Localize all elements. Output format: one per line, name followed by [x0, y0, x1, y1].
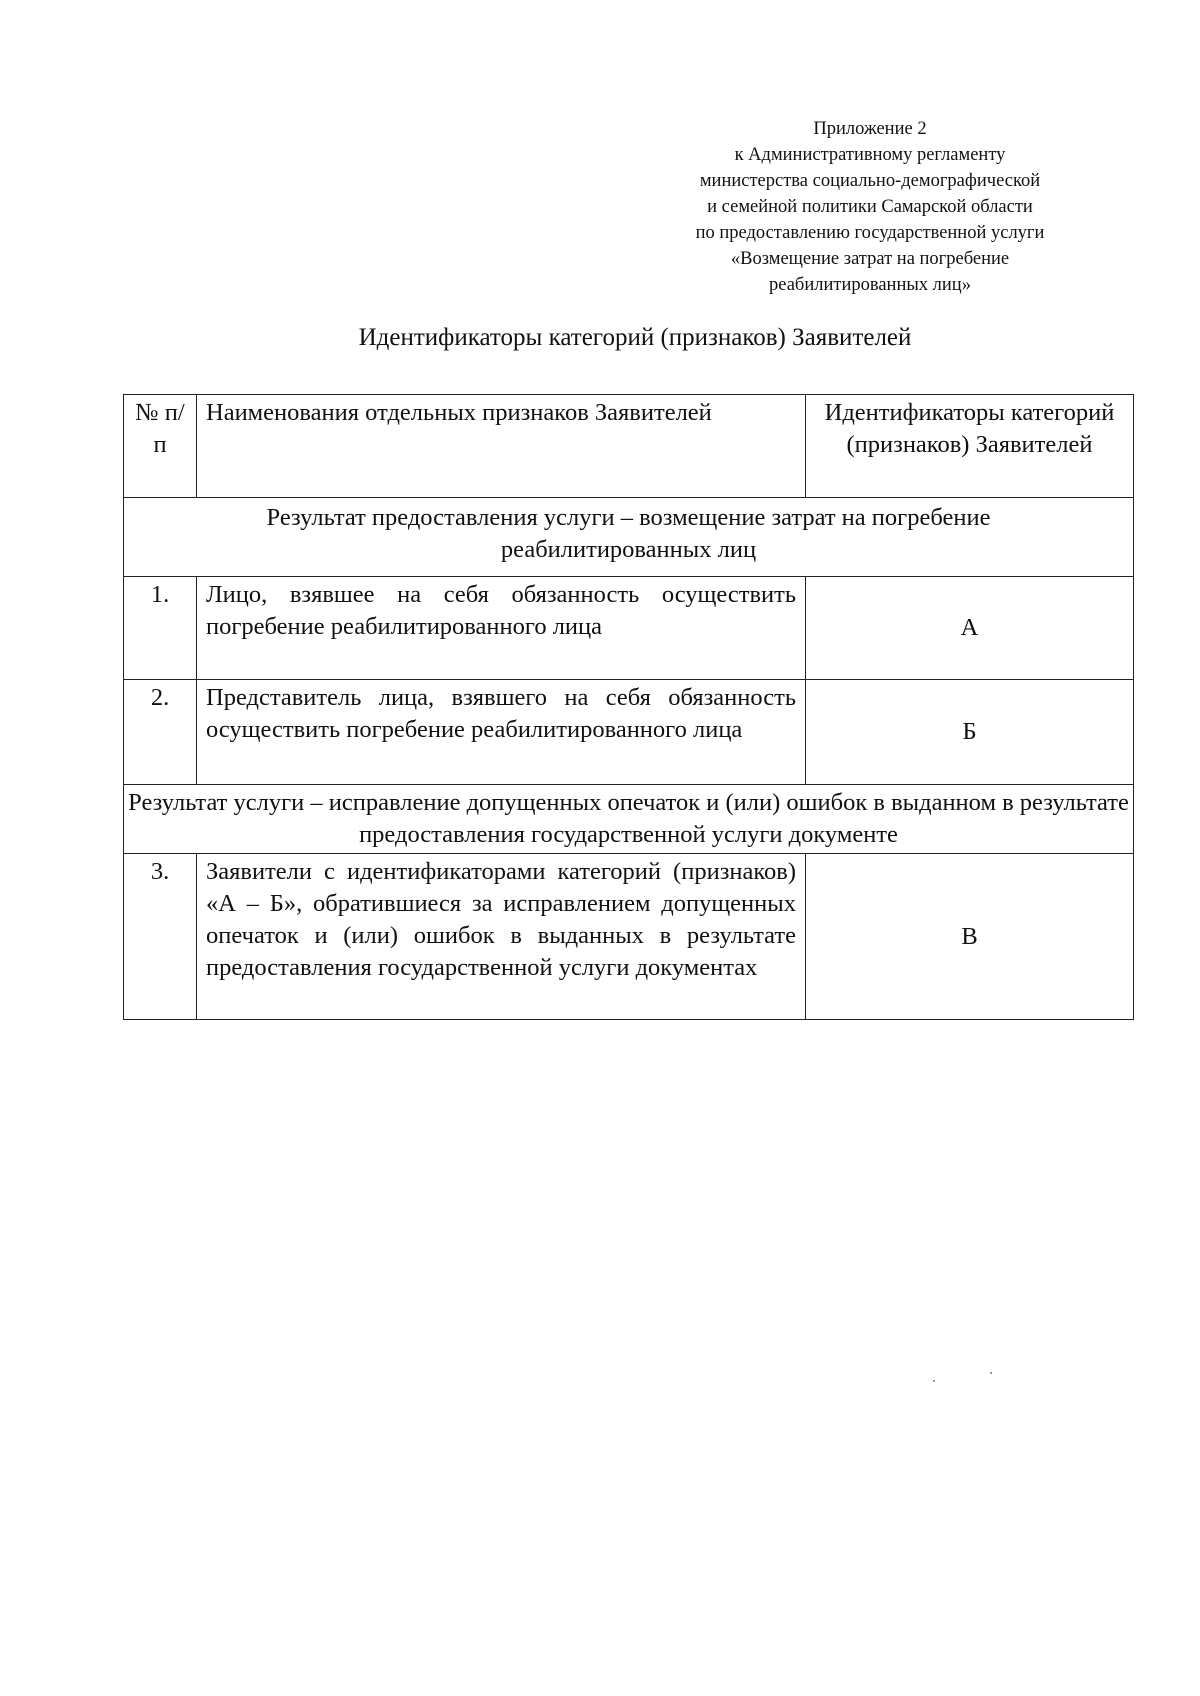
appendix-line: по предоставлению государственной услуги [695, 223, 1045, 243]
row-identifier: В [806, 854, 1134, 1020]
header-number: № п/п [124, 395, 197, 498]
appendix-line: «Возмещение затрат на погребение [730, 249, 1010, 269]
table-header-row [124, 395, 1134, 498]
table-row [124, 854, 1134, 1020]
table-row [124, 577, 1134, 680]
header-name: Наименования отдельных признаков Заявителей [197, 395, 806, 498]
scan-speck [933, 1380, 935, 1382]
row-number: 3. [124, 854, 197, 1020]
row-name: Заявители с идентификаторами категорий (признаков) «А – Б», обратившиеся за исправлением допущенных опечаток и (или) ошибок в выданных в результате предоставления государственной услуги документах [197, 854, 806, 1020]
appendix-line: и семейной политики Самарской области [707, 197, 1033, 217]
section-row [124, 785, 1134, 854]
section-title: Результат услуги – исправление допущенных опечаток и (или) ошибок в выданном в результате предоставления государственной услуги документе [124, 785, 1134, 854]
categories-table [123, 394, 1134, 1020]
row-name: Лицо, взявшее на себя обязанность осуществить погребение реабилитированного лица [197, 577, 806, 680]
row-identifier: А [806, 577, 1134, 680]
document-title: Идентификаторы категорий (признаков) Заявителей [358, 324, 912, 351]
appendix-block [640, 116, 1100, 298]
appendix-line: министерства социально-демографической [699, 171, 1041, 191]
section-title: Результат предоставления услуги – возмещение затрат на погребение реабилитированных лиц [124, 498, 1134, 577]
appendix-line: к Административному регламенту [734, 145, 1006, 165]
row-number: 1. [124, 577, 197, 680]
section-row [124, 498, 1134, 577]
appendix-line: Приложение 2 [813, 119, 927, 139]
scan-speck [990, 1372, 992, 1374]
row-number: 2. [124, 680, 197, 785]
table-row [124, 680, 1134, 785]
row-name: Представитель лица, взявшего на себя обязанность осуществить погребение реабилитированного лица [197, 680, 806, 785]
appendix-line: реабилитированных лиц» [769, 275, 971, 295]
header-identifier: Идентификаторы категорий (признаков) Заявителей [806, 395, 1134, 498]
row-identifier: Б [806, 680, 1134, 785]
